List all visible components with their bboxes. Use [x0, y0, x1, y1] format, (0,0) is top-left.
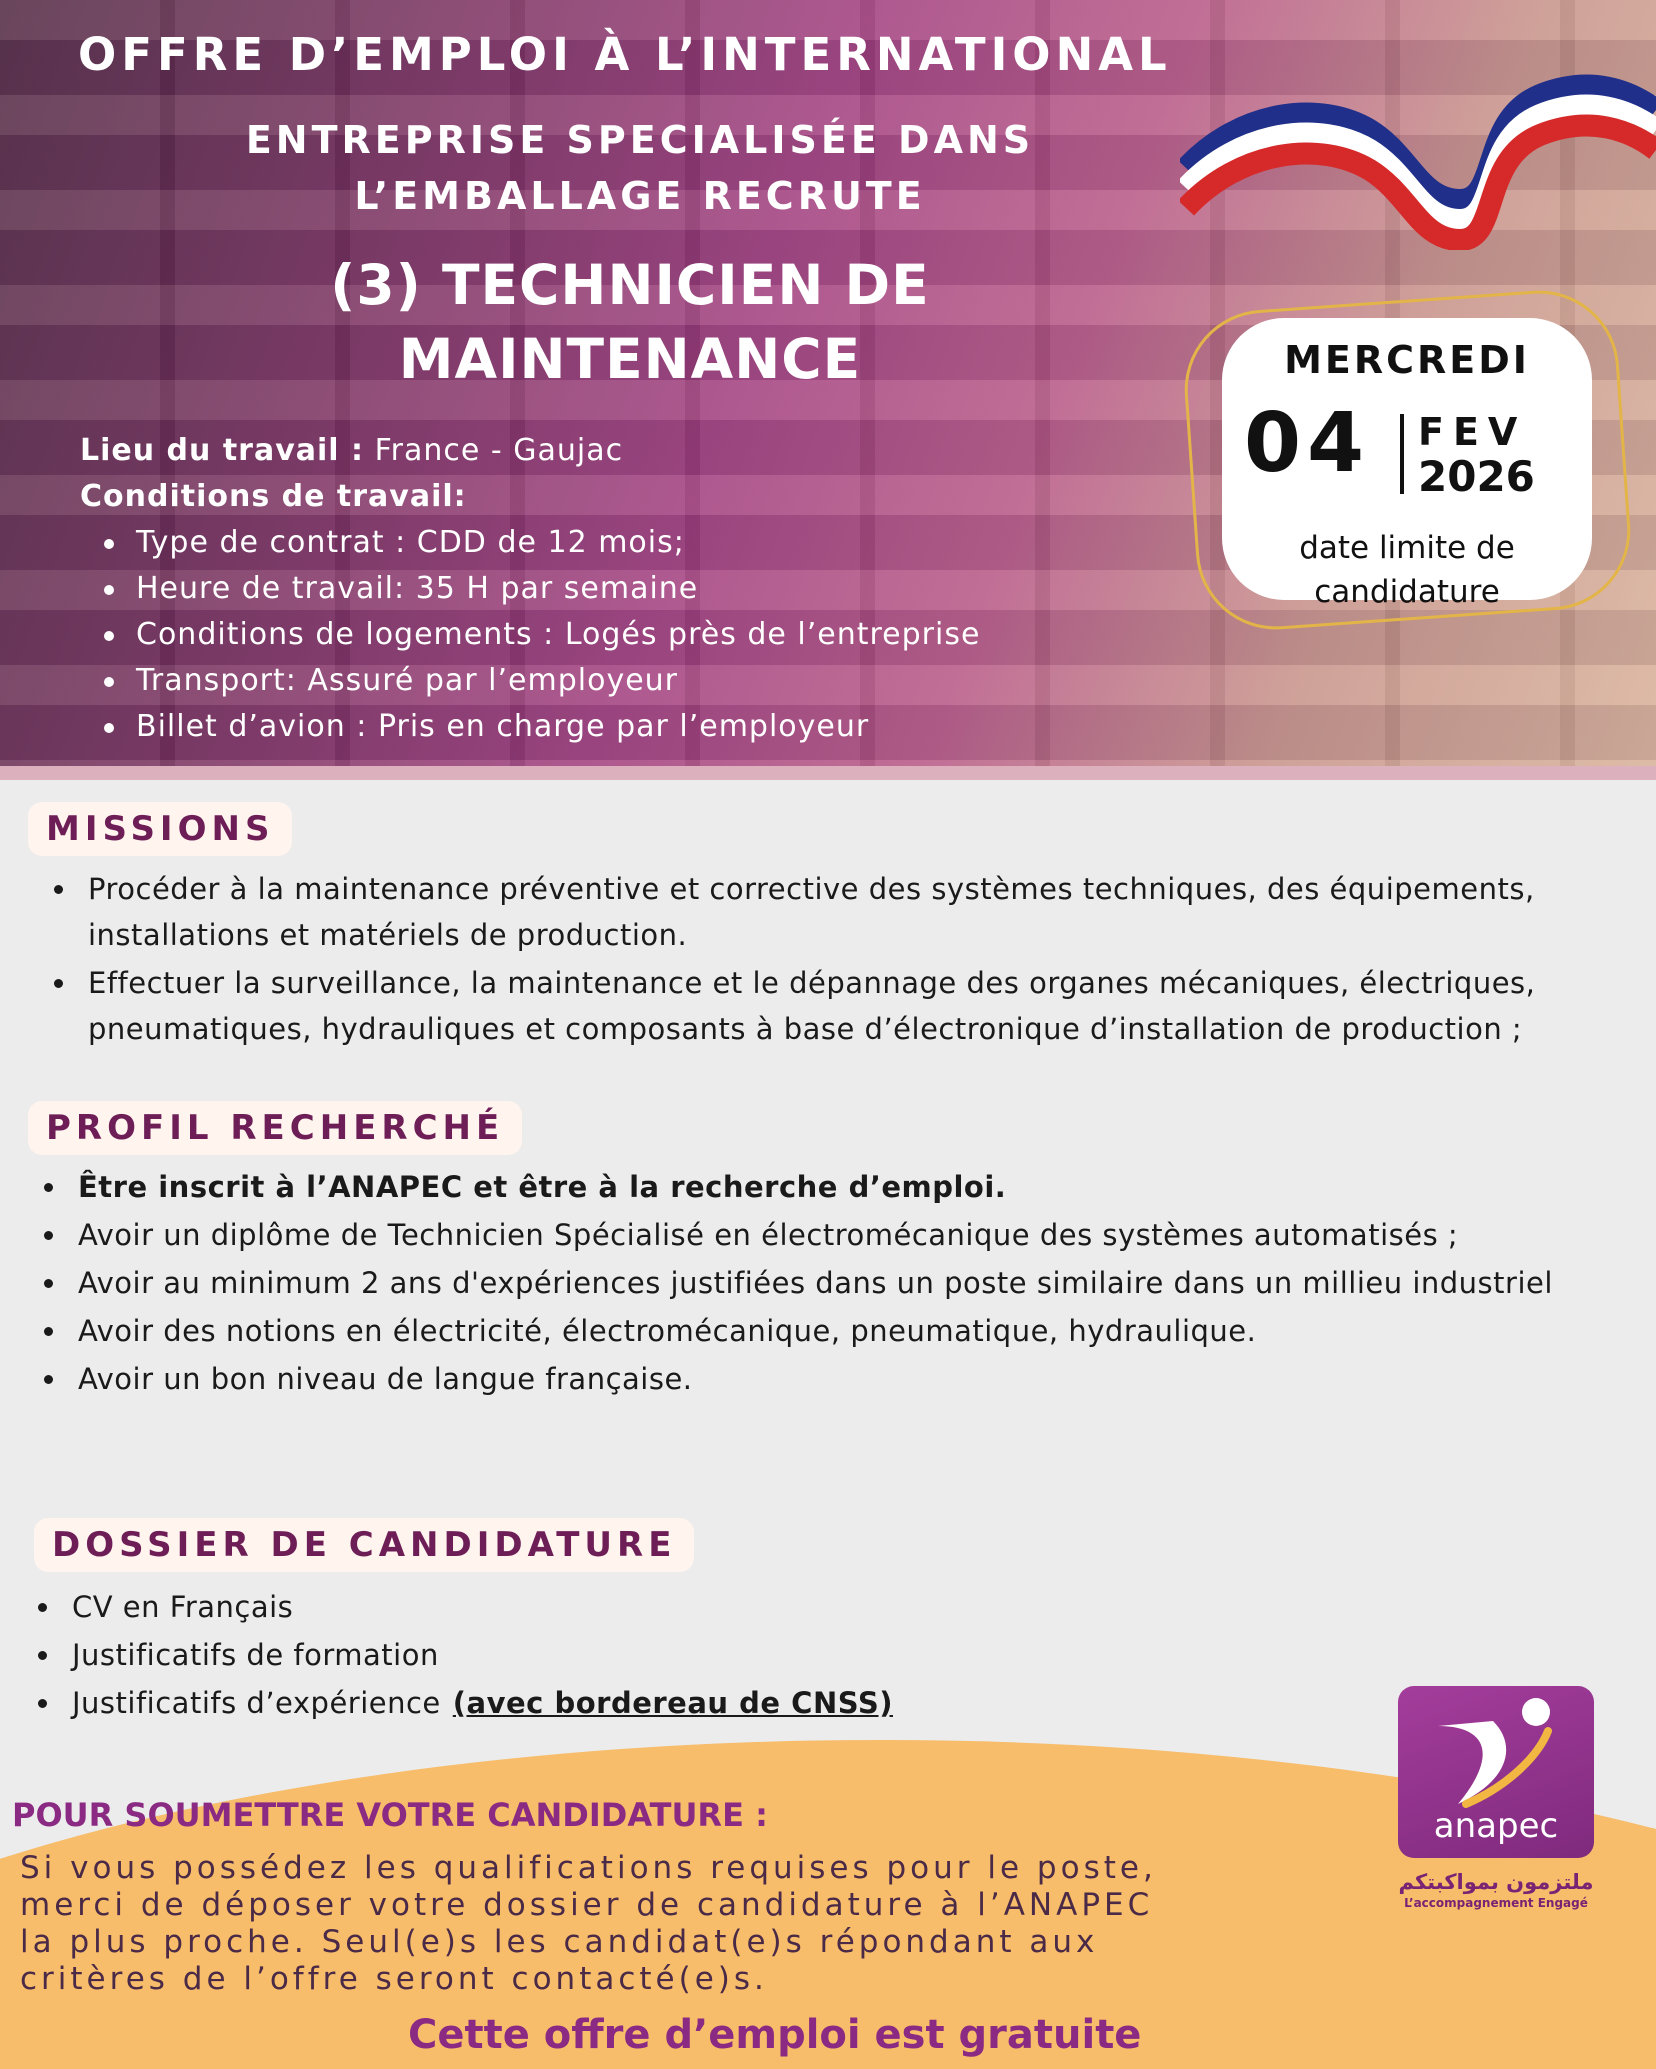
deadline-weekday: MERCREDI — [1284, 338, 1530, 382]
free-offer-note: Cette offre d’emploi est gratuite — [408, 2012, 1142, 2058]
job-title — [220, 248, 1040, 396]
logo-tagline-fr: L’accompagnement Engagé — [1404, 1896, 1588, 1910]
condition-item: Type de contrat : CDD de 12 mois; — [136, 520, 1180, 566]
logo-wordmark: anapec — [1433, 1806, 1559, 1846]
dossier-item: CV en Français — [72, 1584, 1272, 1630]
profile-heading: PROFIL RECHERCHÉ — [28, 1101, 522, 1155]
dossier-item: Justificatifs de formation — [72, 1632, 1272, 1678]
logo-tagline-ar: ملتزمون بمواكبتكم — [1398, 1870, 1594, 1894]
deadline-day: 04 — [1244, 396, 1371, 491]
job-info — [80, 428, 1180, 750]
missions-heading: MISSIONS — [28, 802, 292, 856]
company-subtitle — [160, 112, 1120, 224]
company-subtitle-line2: L’EMBALLAGE RECRUTE — [354, 174, 926, 218]
deadline-inner — [1222, 318, 1592, 610]
profile-item: Avoir un bon niveau de langue française. — [78, 1356, 1598, 1402]
dossier-heading: DOSSIER DE CANDIDATURE — [34, 1518, 694, 1572]
conditions-list — [80, 520, 1180, 750]
condition-item: Heure de travail: 35 H par semaine — [136, 566, 1180, 612]
hero-banner — [0, 0, 1656, 780]
profile-item: Avoir un diplôme de Technicien Spécialisé en électromécanique des systèmes automatisés ; — [78, 1212, 1598, 1258]
location-value: France - Gaujac — [374, 433, 624, 468]
deadline-year: 2026 — [1418, 452, 1535, 501]
condition-item: Transport: Assuré par l’employeur — [136, 658, 1180, 704]
company-subtitle-line1: ENTREPRISE SPECIALISÉE DANS — [245, 118, 1035, 162]
deadline-month: FEV — [1418, 410, 1527, 454]
profile-item: Avoir au minimum 2 ans d'expériences justifiées dans un poste similaire dans un millieu industriel — [78, 1260, 1598, 1306]
anapec-logo-box — [1398, 1686, 1594, 1858]
hero-divider — [0, 766, 1656, 780]
deadline-card — [1190, 300, 1625, 620]
deadline-label: date limite de candidature — [1299, 530, 1515, 610]
profile-item: Avoir des notions en électricité, électromécanique, pneumatique, hydraulique. — [78, 1308, 1598, 1354]
dossier-list — [72, 1584, 1272, 1728]
cnss-note: (avec bordereau de CNSS) — [452, 1686, 893, 1720]
job-title-line2: MAINTENANCE — [398, 327, 862, 391]
offer-title: OFFRE D’EMPLOI À L’INTERNATIONAL — [78, 28, 1172, 81]
location-label: Lieu du travail : — [80, 433, 365, 468]
deadline-divider — [1400, 414, 1404, 494]
submit-text: Si vous possédez les qualifications requises pour le poste, merci de déposer votre dossier de candidature à l’ANAPEC la plus proche. Seul(e)s les candidat(e)s répondant aux critères de l’offre seront contacté(e)s. — [20, 1850, 1157, 1997]
missions-list — [88, 866, 1628, 1054]
condition-item: Billet d’avion : Pris en charge par l’employeur — [136, 704, 1180, 750]
mission-item: Procéder à la maintenance préventive et corrective des systèmes techniques, des équipements, installations et matériels de production. — [88, 866, 1628, 958]
profile-list — [78, 1164, 1598, 1404]
dossier-item-text: Justificatifs d’expérience — [72, 1686, 441, 1720]
dossier-item — [72, 1680, 1272, 1726]
submit-heading: POUR SOUMETTRE VOTRE CANDIDATURE : — [12, 1796, 768, 1834]
conditions-label: Conditions de travail: — [80, 479, 467, 514]
location-row — [80, 428, 1180, 474]
condition-item: Conditions de logements : Logés près de l’entreprise — [136, 612, 1180, 658]
job-title-line1: (3) TECHNICIEN DE — [330, 253, 930, 317]
mission-item: Effectuer la surveillance, la maintenance et le dépannage des organes mécaniques, électriques, pneumatiques, hydrauliques et composants à base d’électronique d’installation de production ; — [88, 960, 1628, 1052]
french-flag-ribbon-icon — [1180, 70, 1656, 250]
anapec-logo — [1398, 1686, 1594, 1910]
anapec-logo-icon — [1398, 1686, 1594, 1816]
profile-item: Être inscrit à l’ANAPEC et être à la recherche d’emploi. — [78, 1164, 1598, 1210]
